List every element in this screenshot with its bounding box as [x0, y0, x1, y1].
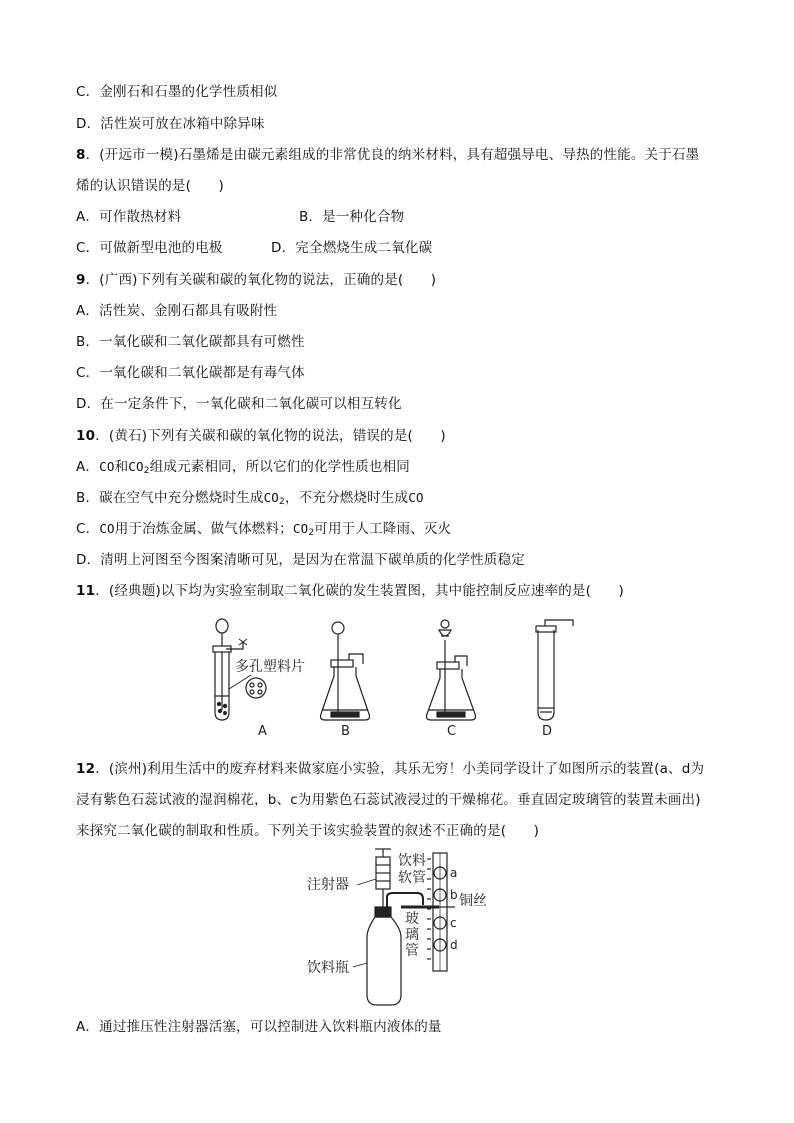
q8-option-d: D．完全燃烧生成二氧化碳	[271, 240, 433, 256]
q8-number: 8	[76, 147, 86, 163]
glass-tube-label-2: 璃	[405, 927, 419, 943]
q7-option-c: C．金刚石和石墨的化学性质相似	[76, 84, 278, 100]
q10-option-a: A．CO和$CO_2$组成元素相同，所以它们的化学性质也相同	[76, 459, 410, 476]
cotton-c-label: c	[450, 916, 457, 930]
q9-number: 9	[76, 272, 86, 288]
glass-tube-label-3: 管	[405, 943, 419, 959]
drink-bottle	[367, 907, 401, 1005]
q12-stem-line2: 浸有紫色石蕊试液的湿润棉花，b、c为用紫色石蕊试液浸过的干燥棉花。垂直固定玻璃管的装置未画出)	[76, 792, 701, 808]
cotton-d-label: d	[450, 938, 458, 952]
q10-option-b: B．碳在空气中充分燃烧时生成$CO_2$，不充分燃烧时生成CO	[76, 490, 424, 507]
q12-apparatus-figure	[305, 845, 505, 1010]
apparatus-b-label: B	[341, 724, 350, 739]
syringe	[375, 849, 391, 907]
apparatus-d	[536, 620, 573, 739]
q9-option-a: A．活性炭、金刚石都具有吸附性	[76, 303, 278, 319]
q9-option-d: D．在一定条件下，一氧化碳和二氧化碳可以相互转化	[76, 396, 402, 412]
q11-apparatus-figure	[195, 612, 595, 740]
q12-stem-line1: 12．(滨州)利用生活中的废弃材料来做家庭小实验，其乐无穷！小美同学设计了如图所示的装置(a、d为	[76, 761, 705, 777]
soft-tube	[387, 893, 423, 907]
apparatus-b	[321, 622, 370, 739]
copper-wire-label: 铜丝	[459, 893, 487, 909]
perforated-plate-label: 多孔塑料片	[235, 659, 305, 675]
q12-number: 12	[76, 761, 96, 777]
q9-option-c: C．一氧化碳和二氧化碳都是有毒气体	[76, 365, 305, 381]
q10-number: 10	[76, 428, 96, 444]
q8-stem-line1: 8．(开远市一模)石墨烯是由碳元素组成的非常优良的纳米材料，具有超强导电、导热的性能。关于石墨	[76, 147, 700, 163]
apparatus-c	[427, 620, 476, 739]
q10-option-d: D．清明上河图至今图案清晰可见，是因为在常温下碳单质的化学性质稳定	[76, 552, 525, 568]
cotton-a-label: a	[450, 866, 458, 880]
soft-tube-label-2: 软管	[398, 870, 426, 886]
cotton-b-label: b	[450, 888, 458, 902]
q7-option-d: D．活性炭可放在冰箱中除异味	[76, 116, 265, 132]
apparatus-c-label: C	[447, 724, 457, 739]
soft-tube-label-1: 饮料	[398, 853, 426, 869]
q11-stem: 11．(经典题)以下均为实验室制取二氧化碳的发生装置图，其中能控制反应速率的是( )	[76, 583, 624, 599]
syringe-label: 注射器	[307, 877, 349, 893]
q8-stem-line2: 烯的认识错误的是( )	[76, 178, 224, 194]
glass-tube	[427, 853, 447, 971]
apparatus-a-label: A	[258, 724, 267, 739]
bottle-label: 饮料瓶	[307, 960, 349, 976]
q11-number: 11	[76, 583, 96, 599]
q8-option-a: A．可作散热材料	[76, 209, 182, 225]
q12-stem-line3: 来探究二氧化碳的制取和性质。下列关于该实验装置的叙述不正确的是( )	[76, 823, 540, 839]
apparatus-a	[213, 619, 305, 739]
q8-option-b: B．是一种化合物	[299, 209, 405, 225]
q10-stem: 10．(黄石)下列有关碳和碳的氧化物的说法，错误的是( )	[76, 428, 446, 444]
q12-option-a: A．通过推压性注射器活塞，可以控制进入饮料瓶内液体的量	[76, 1019, 442, 1035]
q9-option-b: B．一氧化碳和二氧化碳都具有可燃性	[76, 334, 305, 350]
q8-option-c: C．可做新型电池的电极	[76, 240, 223, 256]
q10-option-c: C．CO用于冶炼金属、做气体燃料；$CO_2$可用于人工降雨、灭火	[76, 521, 452, 538]
q9-stem: 9．(广西)下列有关碳和碳的氧化物的说法，正确的是( )	[76, 272, 437, 288]
apparatus-d-label: D	[542, 724, 553, 739]
glass-tube-label-1: 玻	[405, 911, 419, 927]
